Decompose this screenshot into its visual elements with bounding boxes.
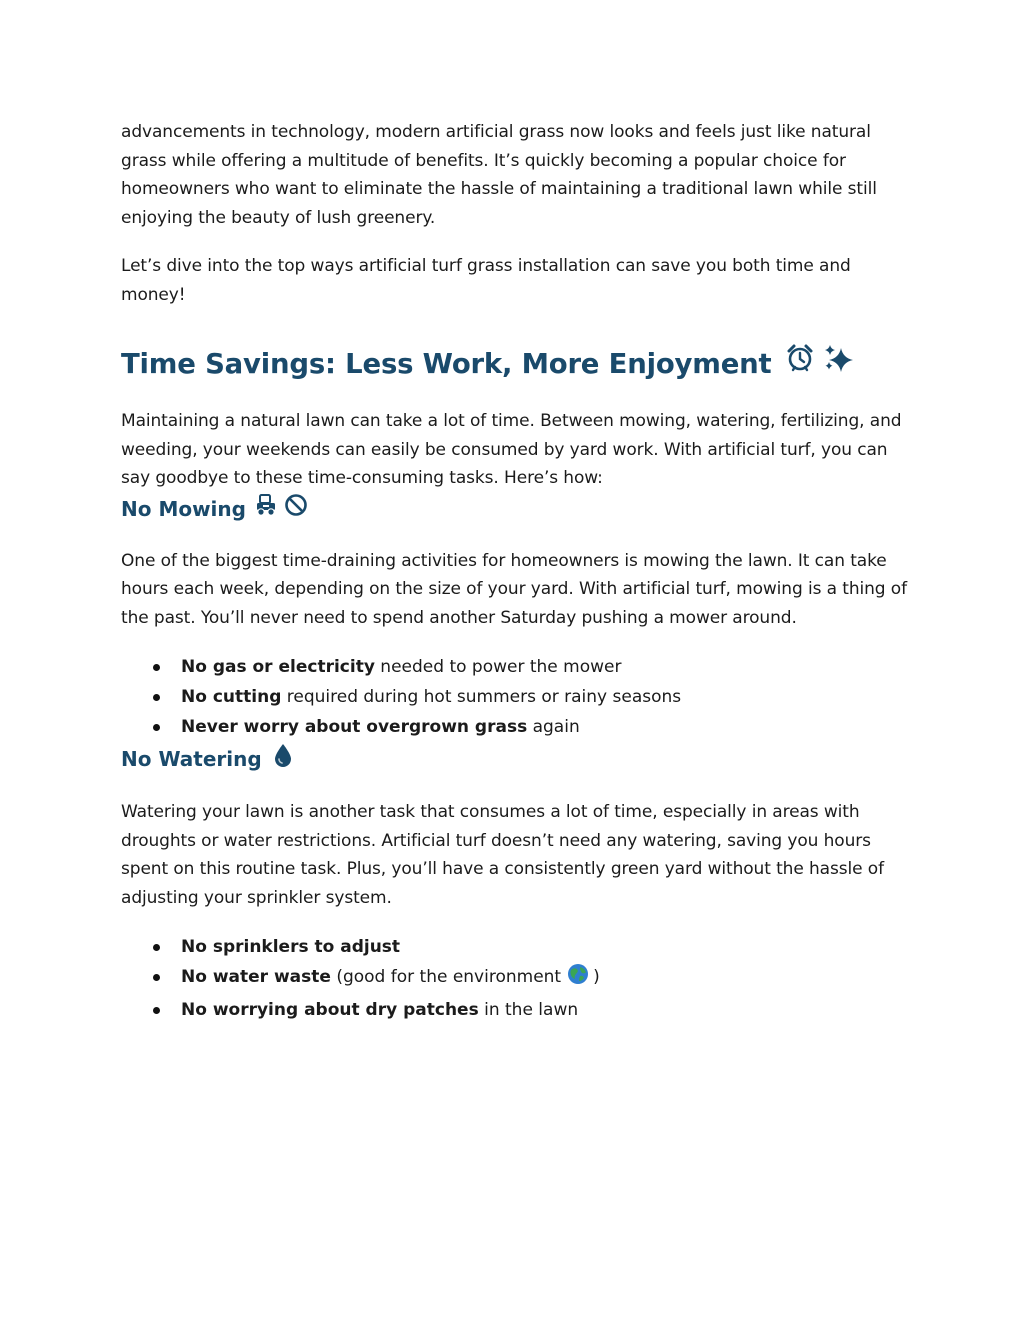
no-watering-heading bbox=[121, 742, 911, 776]
bullet-text: in the lawn bbox=[478, 1000, 579, 1020]
alarm-clock-icon bbox=[785, 343, 815, 384]
bullet-bold-text: No water waste bbox=[181, 967, 331, 987]
intro-paragraph: advancements in technology, modern artificial grass now looks and feels just like natural grass while offering a multitude of benefits. It’s quickly becoming a popular choice for homeowners who want to eliminate the hassle of maintaining a traditional lawn while still enjoying the beauty of lush greenery. bbox=[121, 122, 877, 228]
bullet-bold-text: No cutting bbox=[181, 687, 282, 707]
no-mowing-paragraph: One of the biggest time-draining activities for homeowners is mowing the lawn. It can take hours each week, depending on the size of your yard. With artificial turf, mowing is a thing of the past. You’ll never need to spend another Saturday pushing a mower around. bbox=[121, 550, 907, 628]
no-mowing-heading bbox=[121, 493, 911, 525]
no-watering-bullet-list bbox=[121, 932, 911, 1025]
time-savings-heading bbox=[121, 343, 911, 384]
bullet-dot bbox=[153, 944, 160, 951]
globe-icon bbox=[567, 963, 589, 995]
bullet-text: required during hot summers or rainy seasons bbox=[281, 687, 682, 707]
bullet-bold-text: Never worry about overgrown grass bbox=[181, 717, 528, 737]
time-savings-heading-text: Time Savings: Less Work, More Enjoyment bbox=[121, 347, 772, 380]
list-item bbox=[121, 712, 911, 742]
bullet-text: (good for the environment bbox=[330, 967, 562, 987]
bullet-bold-text: No sprinklers to adjust bbox=[181, 937, 401, 957]
bullet-dot bbox=[153, 664, 160, 671]
lead-paragraph: Let’s dive into the top ways artificial turf grass installation can save you both time and money! bbox=[121, 256, 851, 305]
bullet-dot bbox=[153, 974, 160, 981]
no-mowing-bullet-list bbox=[121, 652, 911, 742]
no-watering-heading-text: No Watering bbox=[121, 747, 262, 771]
list-item bbox=[121, 932, 911, 962]
bullet-bold-text: No gas or electricity bbox=[181, 657, 375, 677]
water-drop-icon bbox=[272, 742, 294, 776]
bullet-text: needed to power the mower bbox=[374, 657, 622, 677]
bullet-dot bbox=[153, 724, 160, 731]
list-item bbox=[121, 682, 911, 712]
tractor-mower-icon bbox=[254, 493, 278, 525]
bullet-dot bbox=[153, 694, 160, 701]
no-mowing-heading-text: No Mowing bbox=[121, 496, 246, 521]
prohibited-icon bbox=[284, 493, 308, 525]
sparkles-icon bbox=[823, 343, 857, 384]
list-item bbox=[121, 962, 911, 995]
bullet-dot bbox=[153, 1007, 160, 1014]
list-item bbox=[121, 995, 911, 1025]
bullet-text: again bbox=[527, 717, 580, 737]
no-watering-paragraph: Watering your lawn is another task that consumes a lot of time, especially in areas with droughts or water restrictions. Artificial turf doesn’t need any watering, saving you hours spent on this routine task. Plus, you’ll have a consistently green yard without the hassle of adjusting your sprinkler system. bbox=[121, 802, 884, 908]
bullet-text-close: ) bbox=[593, 967, 600, 987]
document-page bbox=[121, 118, 911, 1025]
bullet-bold-text: No worrying about dry patches bbox=[181, 1000, 479, 1020]
time-savings-paragraph: Maintaining a natural lawn can take a lot of time. Between mowing, watering, fertilizing, and weeding, your weekends can easily be consumed by yard work. With artificial turf, you can say goodbye to these time-consuming tasks. Here’s how: bbox=[121, 411, 902, 488]
list-item bbox=[121, 652, 911, 682]
